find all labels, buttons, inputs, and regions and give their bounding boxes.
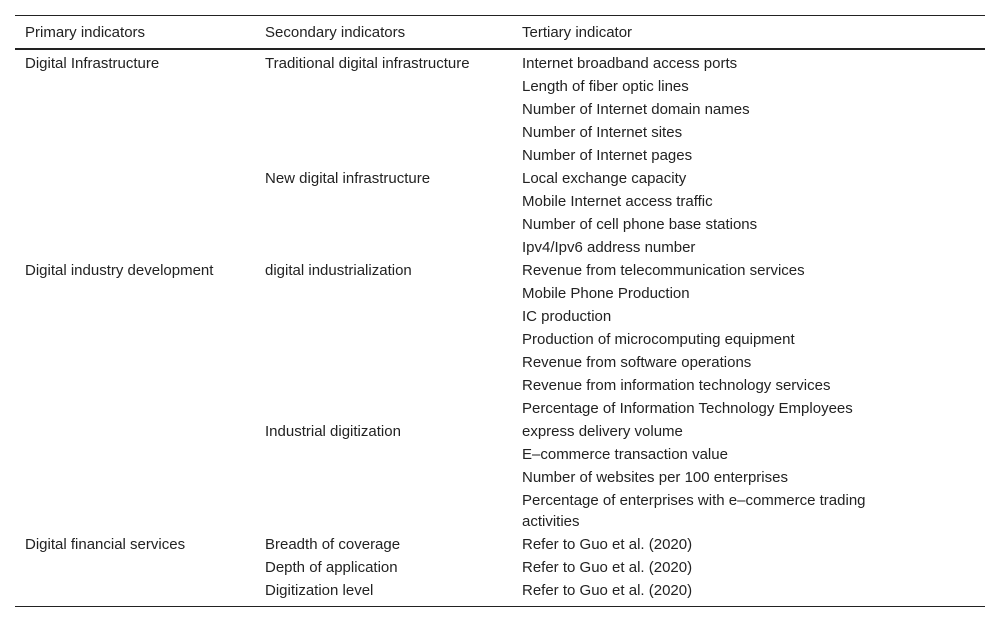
primary-cell <box>15 213 255 236</box>
tertiary-cell: Percentage of Information Technology Employees <box>522 400 853 417</box>
header-primary: Primary indicators <box>15 16 255 50</box>
secondary-cell: Traditional digital infrastructure <box>265 55 470 72</box>
tertiary-cell: Number of Internet domain names <box>522 101 750 118</box>
tertiary-cell: Ipv4/Ipv6 address number <box>522 239 696 256</box>
primary-cell <box>15 351 255 374</box>
table-row <box>15 213 985 236</box>
tertiary-cell: Number of Internet pages <box>522 147 693 164</box>
table-row <box>15 579 985 607</box>
primary-cell: Digital financial services <box>25 536 186 553</box>
primary-cell <box>15 305 255 328</box>
table-row <box>15 466 985 489</box>
primary-cell <box>15 489 255 533</box>
tertiary-cell: Revenue from telecommunication services <box>522 262 805 279</box>
tertiary-cell: Percentage of enterprises with e–commerce trading activities <box>522 492 866 530</box>
primary-cell: Digital Infrastructure <box>25 55 160 72</box>
primary-cell <box>15 190 255 213</box>
header-row <box>15 16 985 50</box>
secondary-cell <box>255 466 512 489</box>
primary-cell <box>15 98 255 121</box>
primary-cell <box>15 443 255 466</box>
table-row <box>15 305 985 328</box>
primary-cell <box>15 167 255 190</box>
primary-cell <box>15 144 255 167</box>
primary-cell <box>15 282 255 305</box>
primary-cell <box>15 75 255 98</box>
tertiary-cell: Production of microcomputing equipment <box>522 331 795 348</box>
primary-cell <box>15 374 255 397</box>
table-row <box>15 282 985 305</box>
secondary-cell <box>255 443 512 466</box>
tertiary-cell: Revenue from information technology services <box>522 377 831 394</box>
table-row <box>15 374 985 397</box>
table-row <box>15 98 985 121</box>
secondary-cell: Industrial digitization <box>265 423 401 440</box>
secondary-cell <box>255 98 512 121</box>
secondary-cell <box>255 305 512 328</box>
table-row <box>15 328 985 351</box>
secondary-cell <box>255 351 512 374</box>
tertiary-cell: Refer to Guo et al. (2020) <box>512 579 985 607</box>
secondary-cell <box>255 489 512 533</box>
primary-cell <box>15 236 255 259</box>
secondary-cell: New digital infrastructure <box>265 170 431 187</box>
secondary-cell <box>255 397 512 420</box>
tertiary-cell: Number of cell phone base stations <box>522 216 758 233</box>
tertiary-cell: express delivery volume <box>522 423 683 440</box>
table-row <box>15 489 985 533</box>
primary-cell <box>15 420 255 443</box>
secondary-cell: Digitization level <box>255 579 512 607</box>
secondary-cell <box>255 121 512 144</box>
table-row <box>15 259 985 282</box>
tertiary-cell: E–commerce transaction value <box>522 446 728 463</box>
table-row <box>15 121 985 144</box>
tertiary-cell: Mobile Internet access traffic <box>522 193 713 210</box>
tertiary-cell: Mobile Phone Production <box>522 285 690 302</box>
tertiary-cell: Number of websites per 100 enterprises <box>522 469 788 486</box>
table-row <box>15 236 985 259</box>
primary-cell <box>15 556 255 579</box>
table-row <box>15 556 985 579</box>
primary-cell <box>15 397 255 420</box>
table-row <box>15 75 985 98</box>
primary-cell <box>15 121 255 144</box>
secondary-cell <box>255 75 512 98</box>
indicator-table <box>15 15 985 607</box>
secondary-cell <box>255 144 512 167</box>
table-row <box>15 397 985 420</box>
table-row <box>15 443 985 466</box>
tertiary-cell: Refer to Guo et al. (2020) <box>522 536 693 553</box>
table-row <box>15 351 985 374</box>
header-tertiary: Tertiary indicator <box>512 16 985 50</box>
tertiary-cell: Local exchange capacity <box>522 170 687 187</box>
secondary-cell: Depth of application <box>265 559 398 576</box>
table-row <box>15 49 985 75</box>
secondary-cell <box>255 282 512 305</box>
header-secondary: Secondary indicators <box>255 16 512 50</box>
secondary-cell: digital industrialization <box>265 262 412 279</box>
secondary-cell: Breadth of coverage <box>265 536 401 553</box>
secondary-cell <box>255 213 512 236</box>
secondary-cell <box>255 190 512 213</box>
table-row <box>15 420 985 443</box>
table-row <box>15 167 985 190</box>
secondary-cell <box>255 328 512 351</box>
secondary-cell <box>255 236 512 259</box>
primary-cell <box>15 328 255 351</box>
primary-cell <box>15 466 255 489</box>
secondary-cell <box>255 374 512 397</box>
tertiary-cell: Refer to Guo et al. (2020) <box>522 559 693 576</box>
tertiary-cell: IC production <box>522 308 612 325</box>
table-row <box>15 144 985 167</box>
table-row <box>15 190 985 213</box>
tertiary-cell: Number of Internet sites <box>522 124 683 141</box>
tertiary-cell: Revenue from software operations <box>522 354 752 371</box>
primary-cell <box>15 579 255 607</box>
tertiary-cell: Internet broadband access ports <box>522 55 738 72</box>
tertiary-cell: Length of fiber optic lines <box>522 78 689 95</box>
primary-cell: Digital industry development <box>25 262 214 279</box>
table-row <box>15 533 985 556</box>
